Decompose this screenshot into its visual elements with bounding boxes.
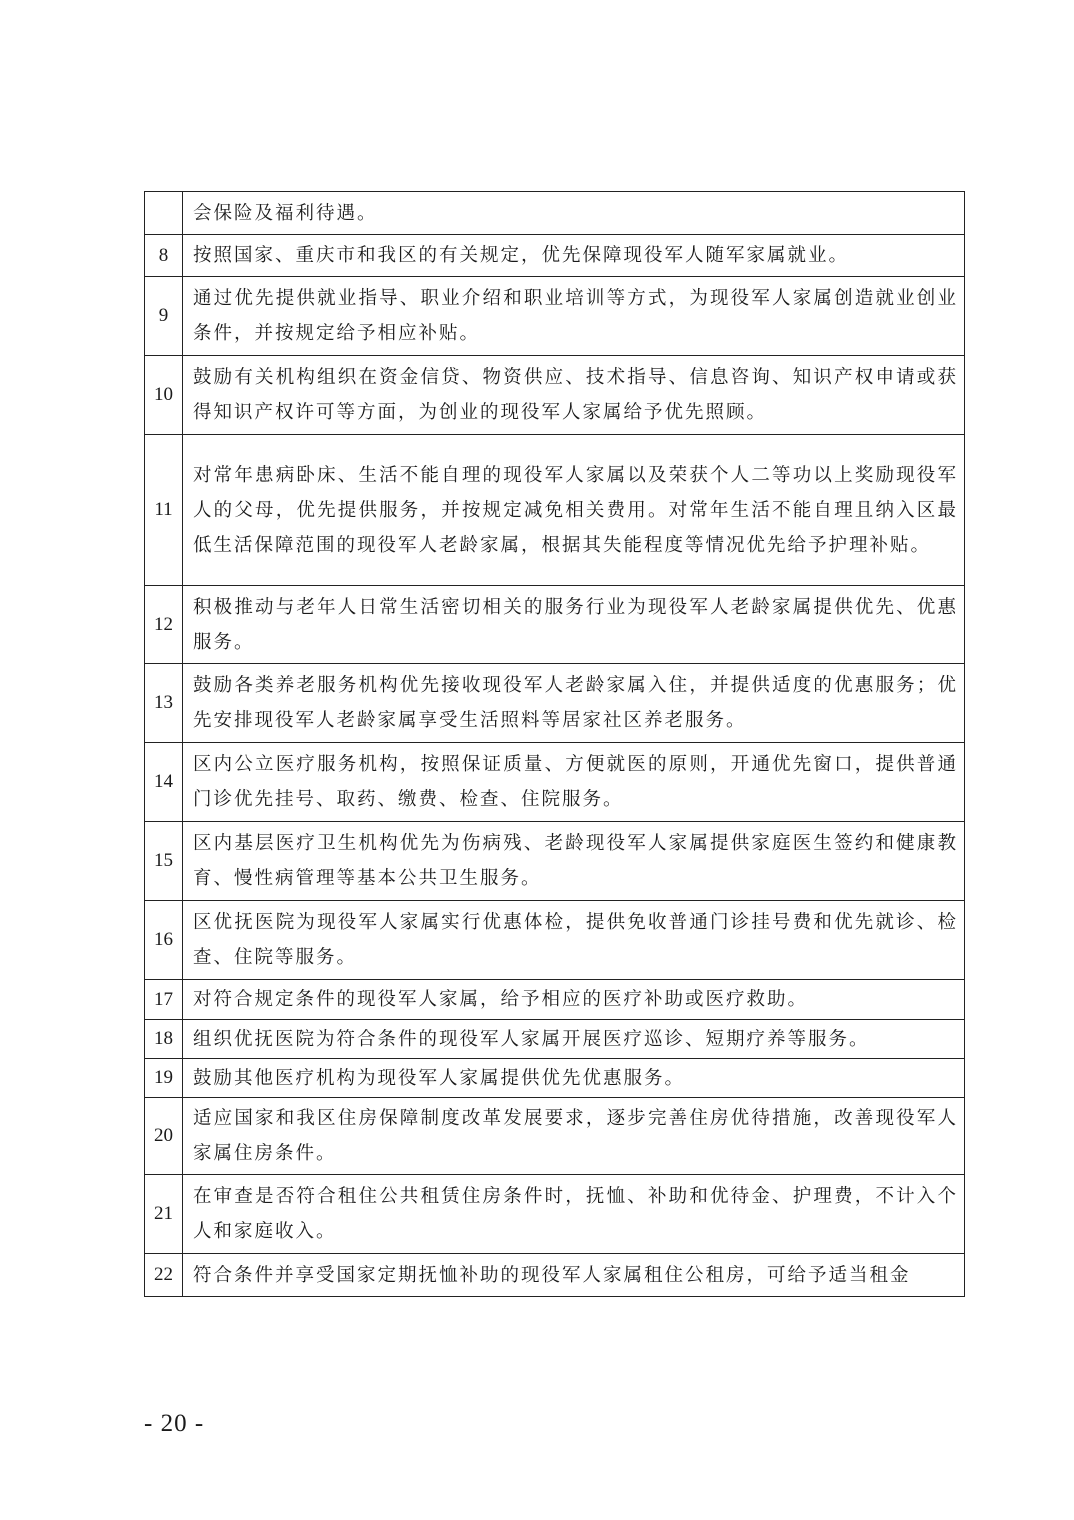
row-number: 9 [145, 277, 183, 356]
table-row [145, 435, 965, 586]
row-text: 鼓励各类养老服务机构优先接收现役军人老龄家属入住，并提供适度的优惠服务；优先安排现役军人老龄家属享受生活照料等居家社区养老服务。 [183, 664, 965, 743]
table-row [145, 1059, 965, 1098]
row-number: 17 [145, 980, 183, 1020]
row-number [145, 192, 183, 235]
row-number: 10 [145, 356, 183, 435]
row-number: 8 [145, 235, 183, 277]
row-number: 12 [145, 586, 183, 664]
table-row [145, 356, 965, 435]
row-text: 组织优抚医院为符合条件的现役军人家属开展医疗巡诊、短期疗养等服务。 [183, 1020, 965, 1059]
table-row [145, 235, 965, 277]
row-number: 21 [145, 1175, 183, 1254]
row-text: 区内基层医疗卫生机构优先为伤病残、老龄现役军人家属提供家庭医生签约和健康教育、慢性病管理等基本公共卫生服务。 [183, 822, 965, 901]
row-number: 13 [145, 664, 183, 743]
table-row [145, 743, 965, 822]
table-row [145, 586, 965, 664]
table-row [145, 1175, 965, 1254]
row-text: 鼓励有关机构组织在资金信贷、物资供应、技术指导、信息咨询、知识产权申请或获得知识产权许可等方面，为创业的现役军人家属给予优先照顾。 [183, 356, 965, 435]
table-row [145, 901, 965, 980]
row-text: 区优抚医院为现役军人家属实行优惠体检，提供免收普通门诊挂号费和优先就诊、检查、住院等服务。 [183, 901, 965, 980]
row-text: 通过优先提供就业指导、职业介绍和职业培训等方式，为现役军人家属创造就业创业条件，并按规定给予相应补贴。 [183, 277, 965, 356]
row-number: 11 [145, 435, 183, 586]
row-number: 20 [145, 1098, 183, 1175]
row-text: 适应国家和我区住房保障制度改革发展要求，逐步完善住房优待措施，改善现役军人家属住房条件。 [183, 1098, 965, 1175]
row-text: 鼓励其他医疗机构为现役军人家属提供优先优惠服务。 [183, 1059, 965, 1098]
row-text: 积极推动与老年人日常生活密切相关的服务行业为现役军人老龄家属提供优先、优惠服务。 [183, 586, 965, 664]
policy-table [144, 191, 965, 1297]
row-number: 18 [145, 1020, 183, 1059]
table-row [145, 822, 965, 901]
row-text: 按照国家、重庆市和我区的有关规定，优先保障现役军人随军家属就业。 [183, 235, 965, 277]
table-row [145, 980, 965, 1020]
row-text: 会保险及福利待遇。 [183, 192, 965, 235]
row-text: 符合条件并享受国家定期抚恤补助的现役军人家属租住公租房，可给予适当租金 [183, 1254, 965, 1297]
row-number: 14 [145, 743, 183, 822]
table-row [145, 277, 965, 356]
page-number: - 20 - [144, 1410, 205, 1437]
row-number: 19 [145, 1059, 183, 1098]
table-row [145, 1020, 965, 1059]
table-row [145, 1098, 965, 1175]
row-text: 在审查是否符合租住公共租赁住房条件时，抚恤、补助和优待金、护理费，不计入个人和家庭收入。 [183, 1175, 965, 1254]
table-row [145, 664, 965, 743]
row-number: 22 [145, 1254, 183, 1297]
row-number: 16 [145, 901, 183, 980]
row-text: 对符合规定条件的现役军人家属，给予相应的医疗补助或医疗救助。 [183, 980, 965, 1020]
table-row [145, 192, 965, 235]
row-number: 15 [145, 822, 183, 901]
table-row [145, 1254, 965, 1297]
row-text: 对常年患病卧床、生活不能自理的现役军人家属以及荣获个人二等功以上奖励现役军人的父母，优先提供服务，并按规定减免相关费用。对常年生活不能自理且纳入区最低生活保障范围的现役军人老龄家属，根据其失能程度等情况优先给予护理补贴。 [183, 435, 965, 586]
row-text: 区内公立医疗服务机构，按照保证质量、方便就医的原则，开通优先窗口，提供普通门诊优先挂号、取药、缴费、检查、住院服务。 [183, 743, 965, 822]
